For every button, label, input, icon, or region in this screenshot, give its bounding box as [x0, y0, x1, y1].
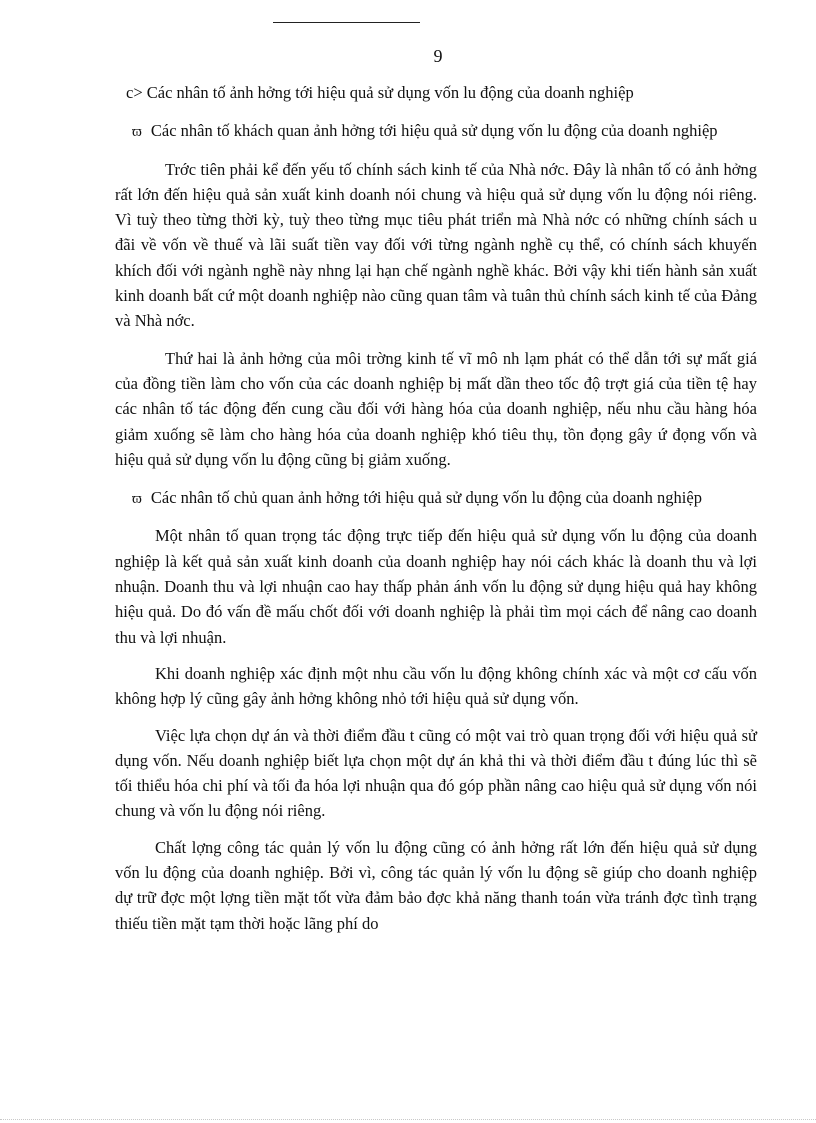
- paragraph: Một nhân tố quan trọng tác động trực tiếp đến hiệu quả sử dụng vốn lu động của doanh nghiệp là kết quả sản xuất kinh doanh của doanh nghiệp hay nói cách khác là doanh thu và lợi nhuận. Doanh thu và lợi nhuận cao hay thấp phản ánh vốn lu động sử dụng hiệu quả hay không hiệu quả. Do đó vấn đề mấu chốt đối với doanh nghiệp là phải tìm mọi cách để nâng cao doanh thu và lợi nhuận.: [115, 526, 757, 647]
- bullet-icon: ϖ: [132, 124, 142, 141]
- page-number: 9: [433, 46, 443, 66]
- page-bottom-border: [0, 1119, 816, 1120]
- bullet-icon: ϖ: [132, 491, 142, 508]
- objective-factors-title: Các nhân tố khách quan ảnh hởng tới hiệu quả sử dụng vốn lu động của doanh nghiệp: [150, 121, 718, 141]
- paragraph: Trớc tiên phải kể đến yếu tố chính sách kinh tế của Nhà nớc. Đây là nhân tố có ảnh hởng rất lớn đến hiệu quả sản xuất kinh doanh nói chung và hiệu quả sử dụng vốn lu động nói riêng. Vì tuỳ theo từng thời kỳ, tuỳ theo từng mục tiêu phát triển mà Nhà nớc có những chính sách u đãi về vốn về thuế và lãi suất tiền vay đối với từng ngành nghề cụ thể, có chính sách khuyến khích đối với ngành nghề này nhng lại hạn chế ngành nghề khác. Bởi vậy khi tiến hành sản xuất kinh doanh bất cứ một doanh nghiệp nào cũng quan tâm và tuân thủ chính sách kinh tế của Đảng và Nhà nớc.: [115, 159, 757, 331]
- paragraph: Chất lợng công tác quản lý vốn lu động cũng có ảnh hởng rất lớn đến hiệu quả sử dụng vốn lu động của doanh nghiệp. Bởi vì, công tác quản lý vốn lu động sẽ giúp cho doanh nghiệp dự trữ đợc một lợng tiền mặt tốt vừa đảm bảo đợc khả năng thanh toán vừa tránh đợc tình trạng thiếu tiền mặt tạm thời hoặc lãng phí do: [115, 837, 757, 933]
- paragraph: Thứ hai là ảnh hởng của môi trờng kinh tế vĩ mô nh lạm phát có thể dẫn tới sự mất giá của đồng tiền làm cho vốn của các doanh nghiệp bị mất dần theo tốc độ trợt giá của tiền tệ hay các nhân tố tác động đến cung cầu đối với hàng hóa của doanh nghiệp, nếu nhu cầu hàng hóa giảm xuống sẽ làm cho hàng hóa của doanh nghiệp khó tiêu thụ, tồn đọng gây ứ đọng vốn và hiệu quả sử dụng vốn lu động cũng bị giảm xuống.: [115, 348, 757, 469]
- objective-factors-heading: [115, 118, 757, 145]
- paragraph: Việc lựa chọn dự án và thời điểm đầu t cũng có một vai trò quan trọng đối với hiệu quả sử dụng vốn. Nếu doanh nghiệp biết lựa chọn một dự án khả thi và thời điểm đầu t đúng lúc thì sẽ tối thiểu hóa chi phí và tối đa hóa lợi nhuận qua đó góp phần nâng cao hiệu quả sử dụng vốn nói chung và vốn lu động nói riêng.: [115, 725, 757, 821]
- subjective-factors-heading: [115, 485, 757, 512]
- subjective-factors-title: Các nhân tố chủ quan ảnh hởng tới hiệu quả sử dụng vốn lu động của doanh nghiệp: [150, 488, 702, 508]
- section-heading: c> Các nhân tố ảnh hởng tới hiệu quả sử dụng vốn lu động của doanh nghiệp: [126, 83, 634, 102]
- paragraph: Khi doanh nghiệp xác định một nhu cầu vốn lu động không chính xác và một cơ cấu vốn không hợp lý cũng gây ảnh hởng không nhỏ tới hiệu quả sử dụng vốn.: [115, 663, 757, 709]
- header-rule: [273, 22, 420, 23]
- document-body: [115, 80, 757, 947]
